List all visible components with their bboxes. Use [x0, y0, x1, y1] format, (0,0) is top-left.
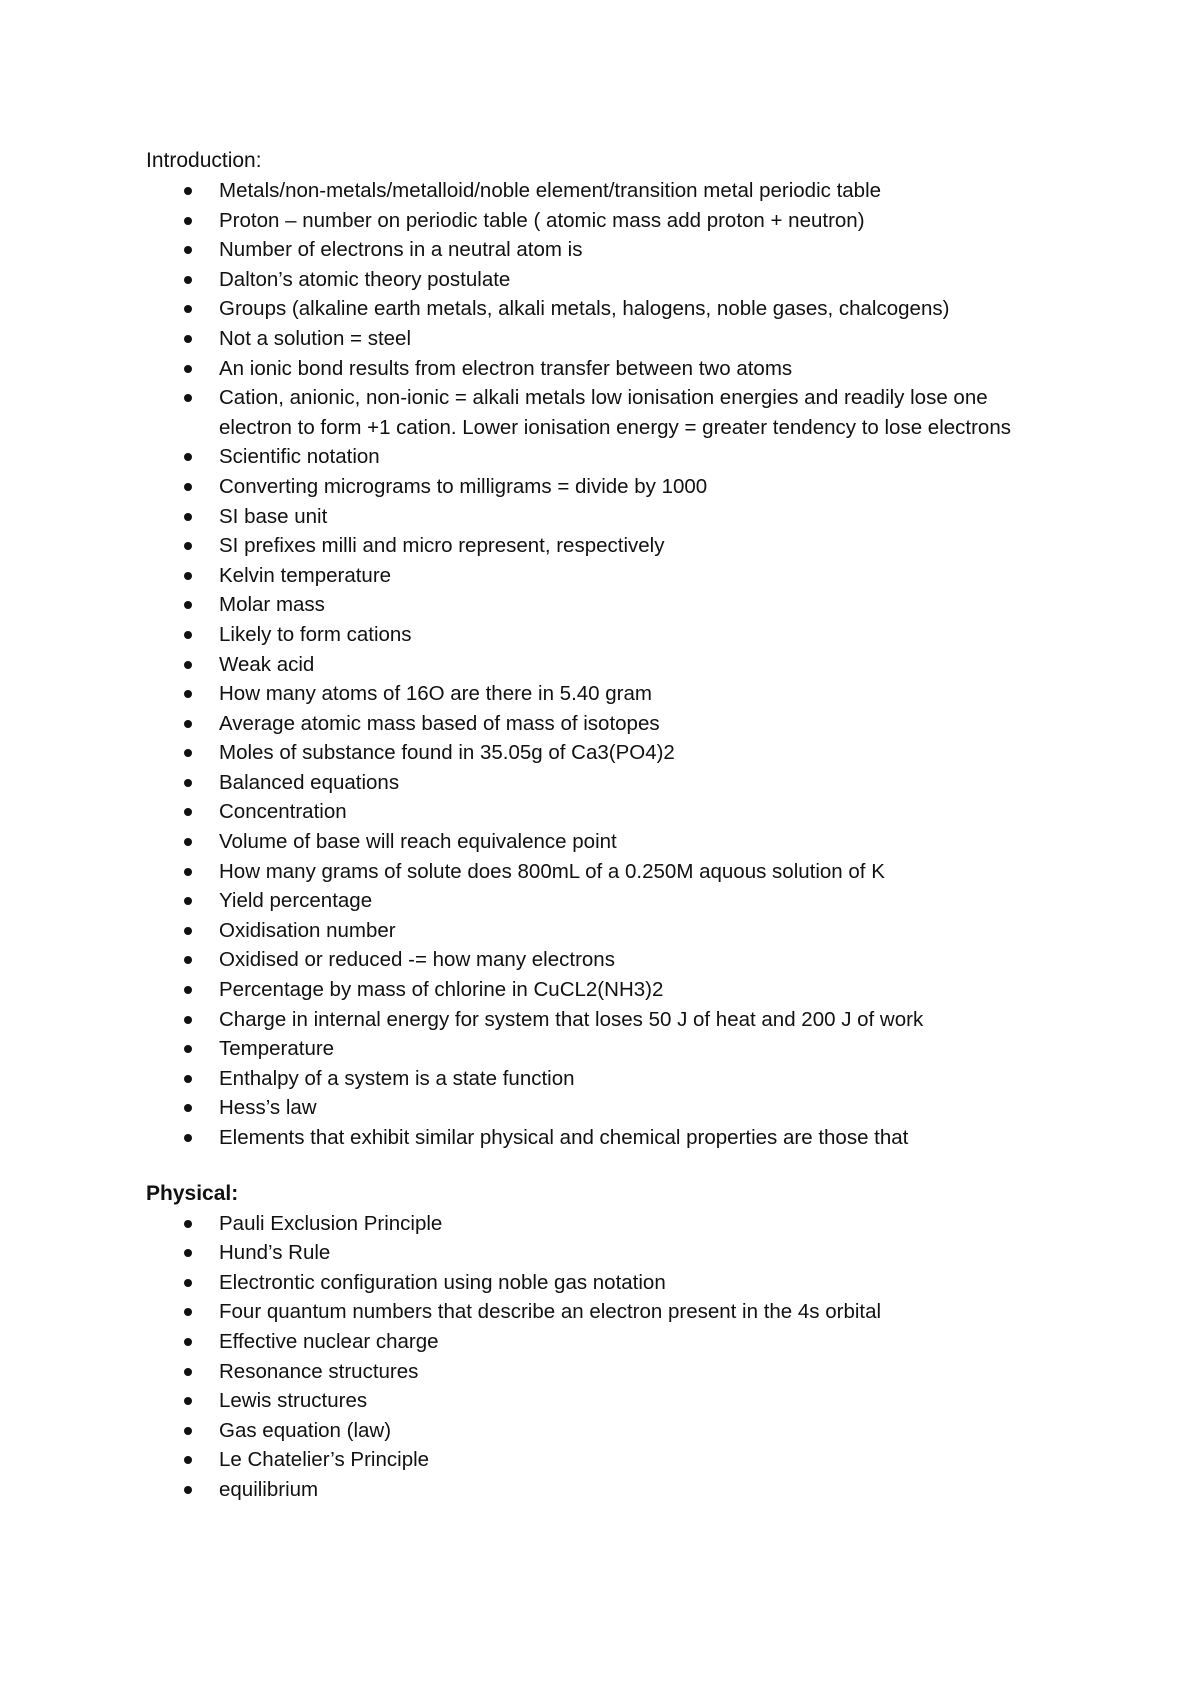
list-item — [146, 1209, 1016, 1239]
bullet-icon — [184, 1427, 192, 1435]
list-item-text: SI prefixes milli and micro represent, respectively — [219, 534, 665, 558]
list-item — [146, 442, 1016, 472]
bullet-icon — [184, 453, 192, 461]
bullet-icon — [184, 1016, 192, 1024]
list-item-text: Lewis structures — [219, 1389, 368, 1413]
bullet-icon — [184, 217, 192, 225]
list-item-text: Effective nuclear charge — [219, 1329, 439, 1353]
list-item — [146, 768, 1016, 798]
list-item-text: Elements that exhibit similar physical and chemical properties are those that — [219, 1126, 909, 1149]
list-item-text: Electrontic configuration using noble gas notation — [219, 1270, 666, 1294]
introduction-list — [146, 176, 1080, 1153]
list-item-text: Not a solution = steel — [219, 326, 412, 350]
bullet-icon — [184, 1104, 192, 1112]
list-item — [146, 472, 1016, 502]
bullet-icon — [184, 513, 192, 521]
bullet-icon — [184, 1045, 192, 1053]
list-item-text: Average atomic mass based of mass of isotopes — [219, 711, 660, 735]
physical-list — [146, 1209, 1080, 1505]
list-item-text: Yield percentage — [219, 889, 373, 913]
bullet-icon — [184, 690, 192, 698]
list-item — [146, 679, 1016, 709]
list-item-text: Metals/non-metals/metalloid/noble element/transition metal periodic table — [219, 179, 882, 202]
list-item — [146, 354, 1016, 384]
bullet-icon — [184, 1397, 192, 1405]
section-heading-introduction: Introduction: — [146, 149, 262, 172]
bullet-icon — [184, 1308, 192, 1316]
list-item-text: Scientific notation — [219, 445, 380, 469]
bullet-icon — [184, 335, 192, 343]
list-item-text: Proton – number on periodic table ( atomic mass add proton + neutron) — [219, 208, 865, 232]
list-item — [146, 1445, 1016, 1475]
bullet-icon — [184, 276, 192, 284]
bullet-icon — [184, 483, 192, 491]
bullet-icon — [184, 1338, 192, 1346]
list-item — [146, 1034, 1016, 1064]
list-item-text: Groups (alkaline earth metals, alkali metals, halogens, noble gases, chalcogens) — [219, 297, 950, 321]
list-item-text: equilibrium — [219, 1477, 319, 1501]
list-item-text: Percentage by mass of chlorine in CuCL2(NH3)2 — [219, 978, 664, 1002]
list-item — [146, 502, 1016, 532]
bullet-icon — [184, 631, 192, 639]
list-item — [146, 886, 1016, 916]
list-item — [146, 383, 1016, 442]
list-item — [146, 1093, 1016, 1123]
list-item — [146, 650, 1016, 680]
bullet-icon — [184, 601, 192, 609]
bullet-icon — [184, 749, 192, 757]
list-item — [146, 709, 1016, 739]
list-item — [146, 620, 1016, 650]
section-heading-physical: Physical: — [146, 1181, 239, 1205]
list-item — [146, 590, 1016, 620]
bullet-icon — [184, 1075, 192, 1083]
bullet-icon — [184, 394, 192, 402]
list-item-text: Moles of substance found in 35.05g of Ca3(PO4)2 — [219, 741, 675, 765]
list-item — [146, 294, 1016, 324]
bullet-icon — [184, 661, 192, 669]
bullet-icon — [184, 1368, 192, 1376]
list-item-text: Le Chatelier’s Principle — [219, 1448, 430, 1472]
list-item — [146, 738, 1016, 768]
list-item — [146, 1416, 1016, 1446]
list-item-text: Enthalpy of a system is a state function — [219, 1066, 575, 1090]
bullet-icon — [184, 986, 192, 994]
list-item-text: Pauli Exclusion Principle — [219, 1211, 443, 1235]
list-item-text: Balanced equations — [219, 770, 400, 794]
list-item-text: Temperature — [219, 1037, 335, 1061]
bullet-icon — [184, 927, 192, 935]
list-item-text: Hess’s law — [219, 1096, 317, 1120]
list-item — [146, 1475, 1016, 1505]
list-item-text: Oxidised or reduced -= how many electrons — [219, 948, 615, 972]
list-item-text: Charge in internal energy for system that loses 50 J of heat and 200 J of work — [219, 1007, 924, 1031]
list-item — [146, 1238, 1016, 1268]
list-item-text: Cation, anionic, non-ionic = alkali metals low ionisation energies and readily lose one electron to form +1 cation. Lower ionisation energy = greater tendency to lose electrons — [219, 386, 1011, 439]
bullet-icon — [184, 897, 192, 905]
bullet-icon — [184, 1220, 192, 1228]
list-item — [146, 857, 1016, 887]
bullet-icon — [184, 1249, 192, 1257]
bullet-icon — [184, 572, 192, 580]
list-item — [146, 797, 1016, 827]
list-item — [146, 1005, 1016, 1035]
list-item — [146, 531, 1016, 561]
list-item-text: Four quantum numbers that describe an electron present in the 4s orbital — [219, 1300, 882, 1324]
list-item-text: An ionic bond results from electron transfer between two atoms — [219, 356, 793, 380]
list-item — [146, 561, 1016, 591]
list-item — [146, 206, 1016, 236]
list-item — [146, 1297, 1016, 1327]
list-item-text: Kelvin temperature — [219, 563, 392, 587]
list-item — [146, 975, 1016, 1005]
bullet-icon — [184, 838, 192, 846]
bullet-icon — [184, 1134, 192, 1142]
list-item-text: How many grams of solute does 800mL of a 0.250M aquous solution of K — [219, 859, 885, 883]
list-item — [146, 1357, 1016, 1387]
bullet-icon — [184, 808, 192, 816]
list-item — [146, 827, 1016, 857]
list-item-text: Number of electrons in a neutral atom is — [219, 238, 583, 262]
list-item-text: Molar mass — [219, 593, 325, 617]
list-item — [146, 945, 1016, 975]
list-item-text: Resonance structures — [219, 1359, 419, 1383]
bullet-icon — [184, 1456, 192, 1464]
bullet-icon — [184, 365, 192, 373]
bullet-icon — [184, 542, 192, 550]
bullet-icon — [184, 246, 192, 254]
list-item-text: Likely to form cations — [219, 622, 412, 646]
list-item-text: Gas equation (law) — [219, 1418, 392, 1442]
list-item — [146, 1064, 1016, 1094]
list-item-text: SI base unit — [219, 504, 328, 528]
bullet-icon — [184, 868, 192, 876]
list-item — [146, 916, 1016, 946]
list-item-text: How many atoms of 16O are there in 5.40 gram — [219, 682, 652, 706]
bullet-icon — [184, 720, 192, 728]
bullet-icon — [184, 956, 192, 964]
bullet-icon — [184, 305, 192, 313]
list-item-text: Hund’s Rule — [219, 1241, 331, 1265]
list-item-text: Converting micrograms to milligrams = divide by 1000 — [219, 474, 708, 498]
bullet-icon — [184, 1279, 192, 1287]
list-item-text: Volume of base will reach equivalence point — [219, 830, 617, 854]
list-item-text: Oxidisation number — [219, 918, 396, 942]
list-item — [146, 324, 1016, 354]
bullet-icon — [184, 1486, 192, 1494]
list-item-text: Dalton’s atomic theory postulate — [219, 267, 511, 291]
list-item-text: Weak acid — [219, 652, 315, 676]
list-item — [146, 176, 1016, 206]
list-item-text: Concentration — [219, 800, 347, 824]
bullet-icon — [184, 779, 192, 787]
list-item — [146, 265, 1016, 295]
list-item — [146, 1123, 1016, 1153]
bullet-icon — [184, 187, 192, 195]
list-item — [146, 1268, 1016, 1298]
list-item — [146, 1327, 1016, 1357]
list-item — [146, 235, 1016, 265]
list-item — [146, 1386, 1016, 1416]
